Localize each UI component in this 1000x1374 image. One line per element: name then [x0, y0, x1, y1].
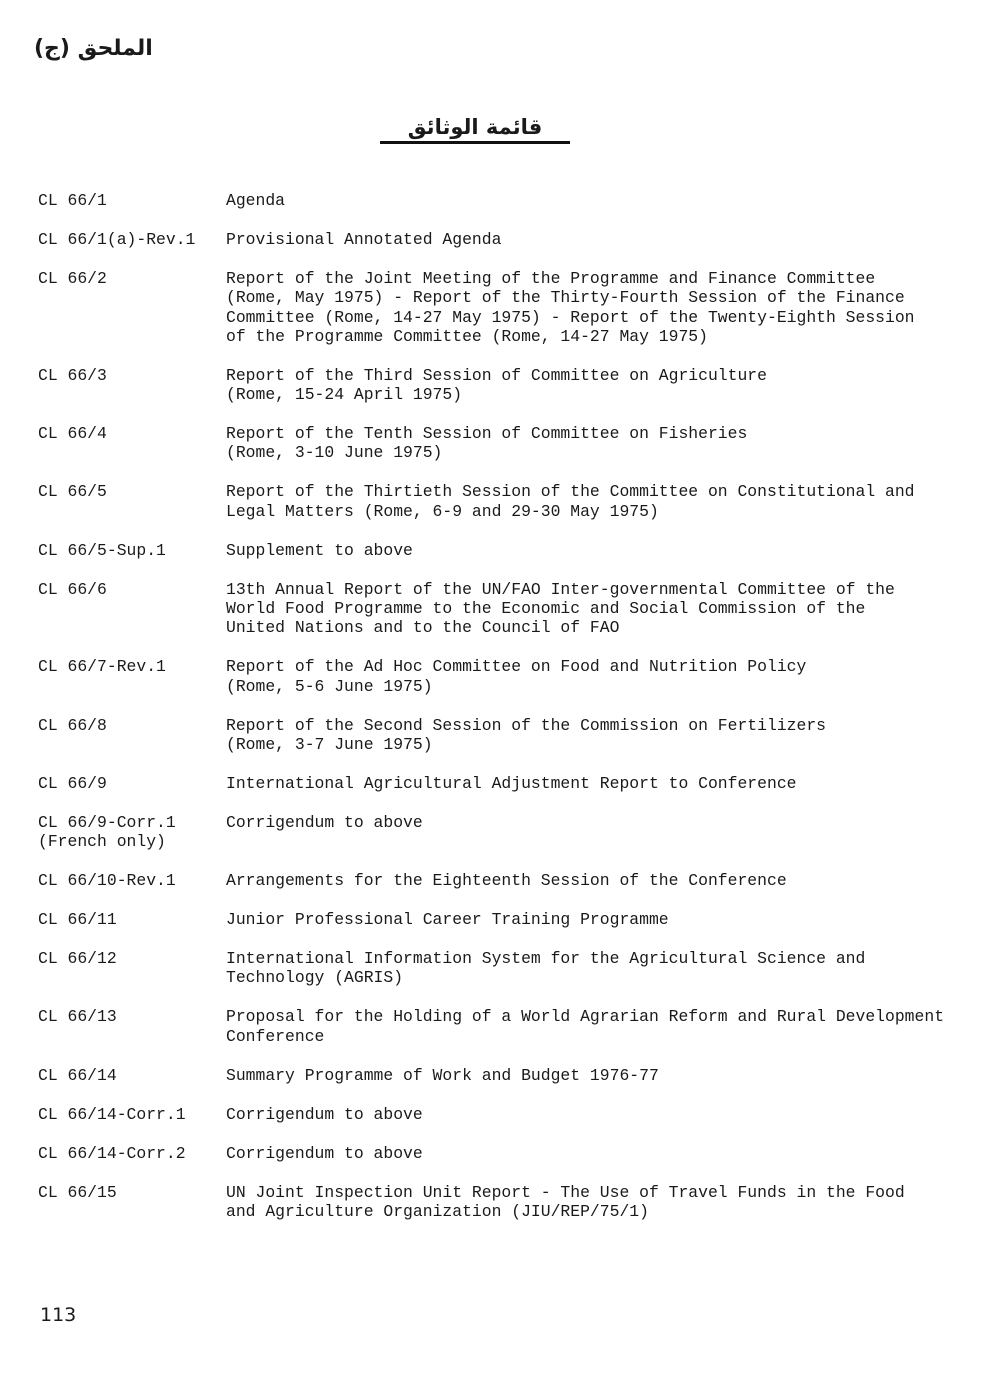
document-description: Corrigendum to above	[226, 812, 423, 832]
document-description: International Agricultural Adjustment Report to Conference	[226, 773, 797, 793]
document-code: CL 66/13	[38, 1007, 117, 1027]
document-row	[38, 657, 978, 696]
document-description: Corrigendum to above	[226, 1143, 423, 1163]
page-number: 113	[40, 1304, 77, 1326]
document-code: CL 66/15	[38, 1182, 117, 1202]
document-description: Arrangements for the Eighteenth Session of the Conference	[226, 871, 787, 891]
document-row	[38, 191, 978, 210]
document-code: CL 66/2	[38, 268, 107, 288]
document-description: Provisional Annotated Agenda	[226, 229, 502, 249]
document-row	[38, 1007, 978, 1046]
document-row	[38, 949, 978, 988]
document-code: CL 66/14-Corr.2	[38, 1143, 186, 1163]
annex-label: الملحق (ج)	[34, 36, 153, 61]
document-code: CL 66/4	[38, 424, 107, 444]
document-code: CL 66/7-Rev.1	[38, 657, 166, 677]
document-code: CL 66/9	[38, 773, 107, 793]
document-description: Report of the Joint Meeting of the Programme and Finance Committee (Rome, May 1975) - Report of the Thirty-Fourth Session of the Finance Committee (Rome, 14-27 May 1975) - Report of the Twenty-Eighth Session of the Programme Committee (Rome, 14-27 May 1975)	[226, 268, 915, 346]
document-row	[38, 1183, 978, 1222]
document-code: CL 66/11	[38, 910, 117, 930]
document-row	[38, 1066, 978, 1085]
document-code: CL 66/5-Sup.1	[38, 540, 166, 560]
document-row	[38, 541, 978, 560]
page-title: قائمة الوثائق	[380, 115, 570, 144]
document-row	[38, 1105, 978, 1124]
document-description: UN Joint Inspection Unit Report - The Use of Travel Funds in the Food and Agriculture Organization (JIU/REP/75/1)	[226, 1182, 905, 1221]
document-code: CL 66/14-Corr.1	[38, 1104, 186, 1124]
document-description: Report of the Second Session of the Commission on Fertilizers (Rome, 3-7 June 1975)	[226, 715, 826, 754]
document-description: Report of the Thirtieth Session of the Committee on Constitutional and Legal Matters (Rome, 6-9 and 29-30 May 1975)	[226, 482, 915, 521]
document-row	[38, 366, 978, 405]
document-code: CL 66/1(a)-Rev.1	[38, 229, 196, 249]
document-code: CL 66/9-Corr.1 (French only)	[38, 812, 176, 852]
document-row	[38, 871, 978, 890]
document-row	[38, 580, 978, 638]
document-code: CL 66/12	[38, 949, 117, 969]
document-code: CL 66/1	[38, 191, 107, 210]
document-description: Corrigendum to above	[226, 1104, 423, 1124]
document-code: CL 66/5	[38, 482, 107, 502]
document-description: International Information System for the Agricultural Science and Technology (AGRIS)	[226, 949, 866, 988]
document-description: Agenda	[226, 191, 286, 210]
document-row	[38, 230, 978, 249]
document-row	[38, 269, 978, 346]
document-row	[38, 482, 978, 521]
document-description: Report of the Tenth Session of Committee on Fisheries (Rome, 3-10 June 1975)	[226, 424, 748, 463]
document-code: CL 66/6	[38, 579, 107, 599]
document-row	[38, 774, 978, 793]
document-row	[38, 910, 978, 929]
document-description: Proposal for the Holding of a World Agrarian Reform and Rural Development Conference	[226, 1007, 945, 1046]
document-list	[38, 191, 978, 1241]
document-description: Report of the Third Session of Committee on Agriculture (Rome, 15-24 April 1975)	[226, 365, 767, 405]
document-code: CL 66/3	[38, 365, 107, 385]
document-row	[38, 716, 978, 755]
document-description: Supplement to above	[226, 540, 413, 560]
document-code: CL 66/8	[38, 715, 107, 735]
document-description: Summary Programme of Work and Budget 1976-77	[226, 1065, 659, 1085]
document-description: Junior Professional Career Training Programme	[226, 910, 669, 930]
document-description: Report of the Ad Hoc Committee on Food and Nutrition Policy (Rome, 5-6 June 1975)	[226, 657, 807, 696]
document-row	[38, 424, 978, 463]
document-code: CL 66/14	[38, 1065, 117, 1085]
document-description: 13th Annual Report of the UN/FAO Inter-governmental Committee of the World Food Programme to the Economic and Social Commission of the United Nations and to the Council of FAO	[226, 579, 895, 638]
document-code: CL 66/10-Rev.1	[38, 871, 176, 891]
document-row	[38, 813, 978, 852]
document-row	[38, 1144, 978, 1163]
